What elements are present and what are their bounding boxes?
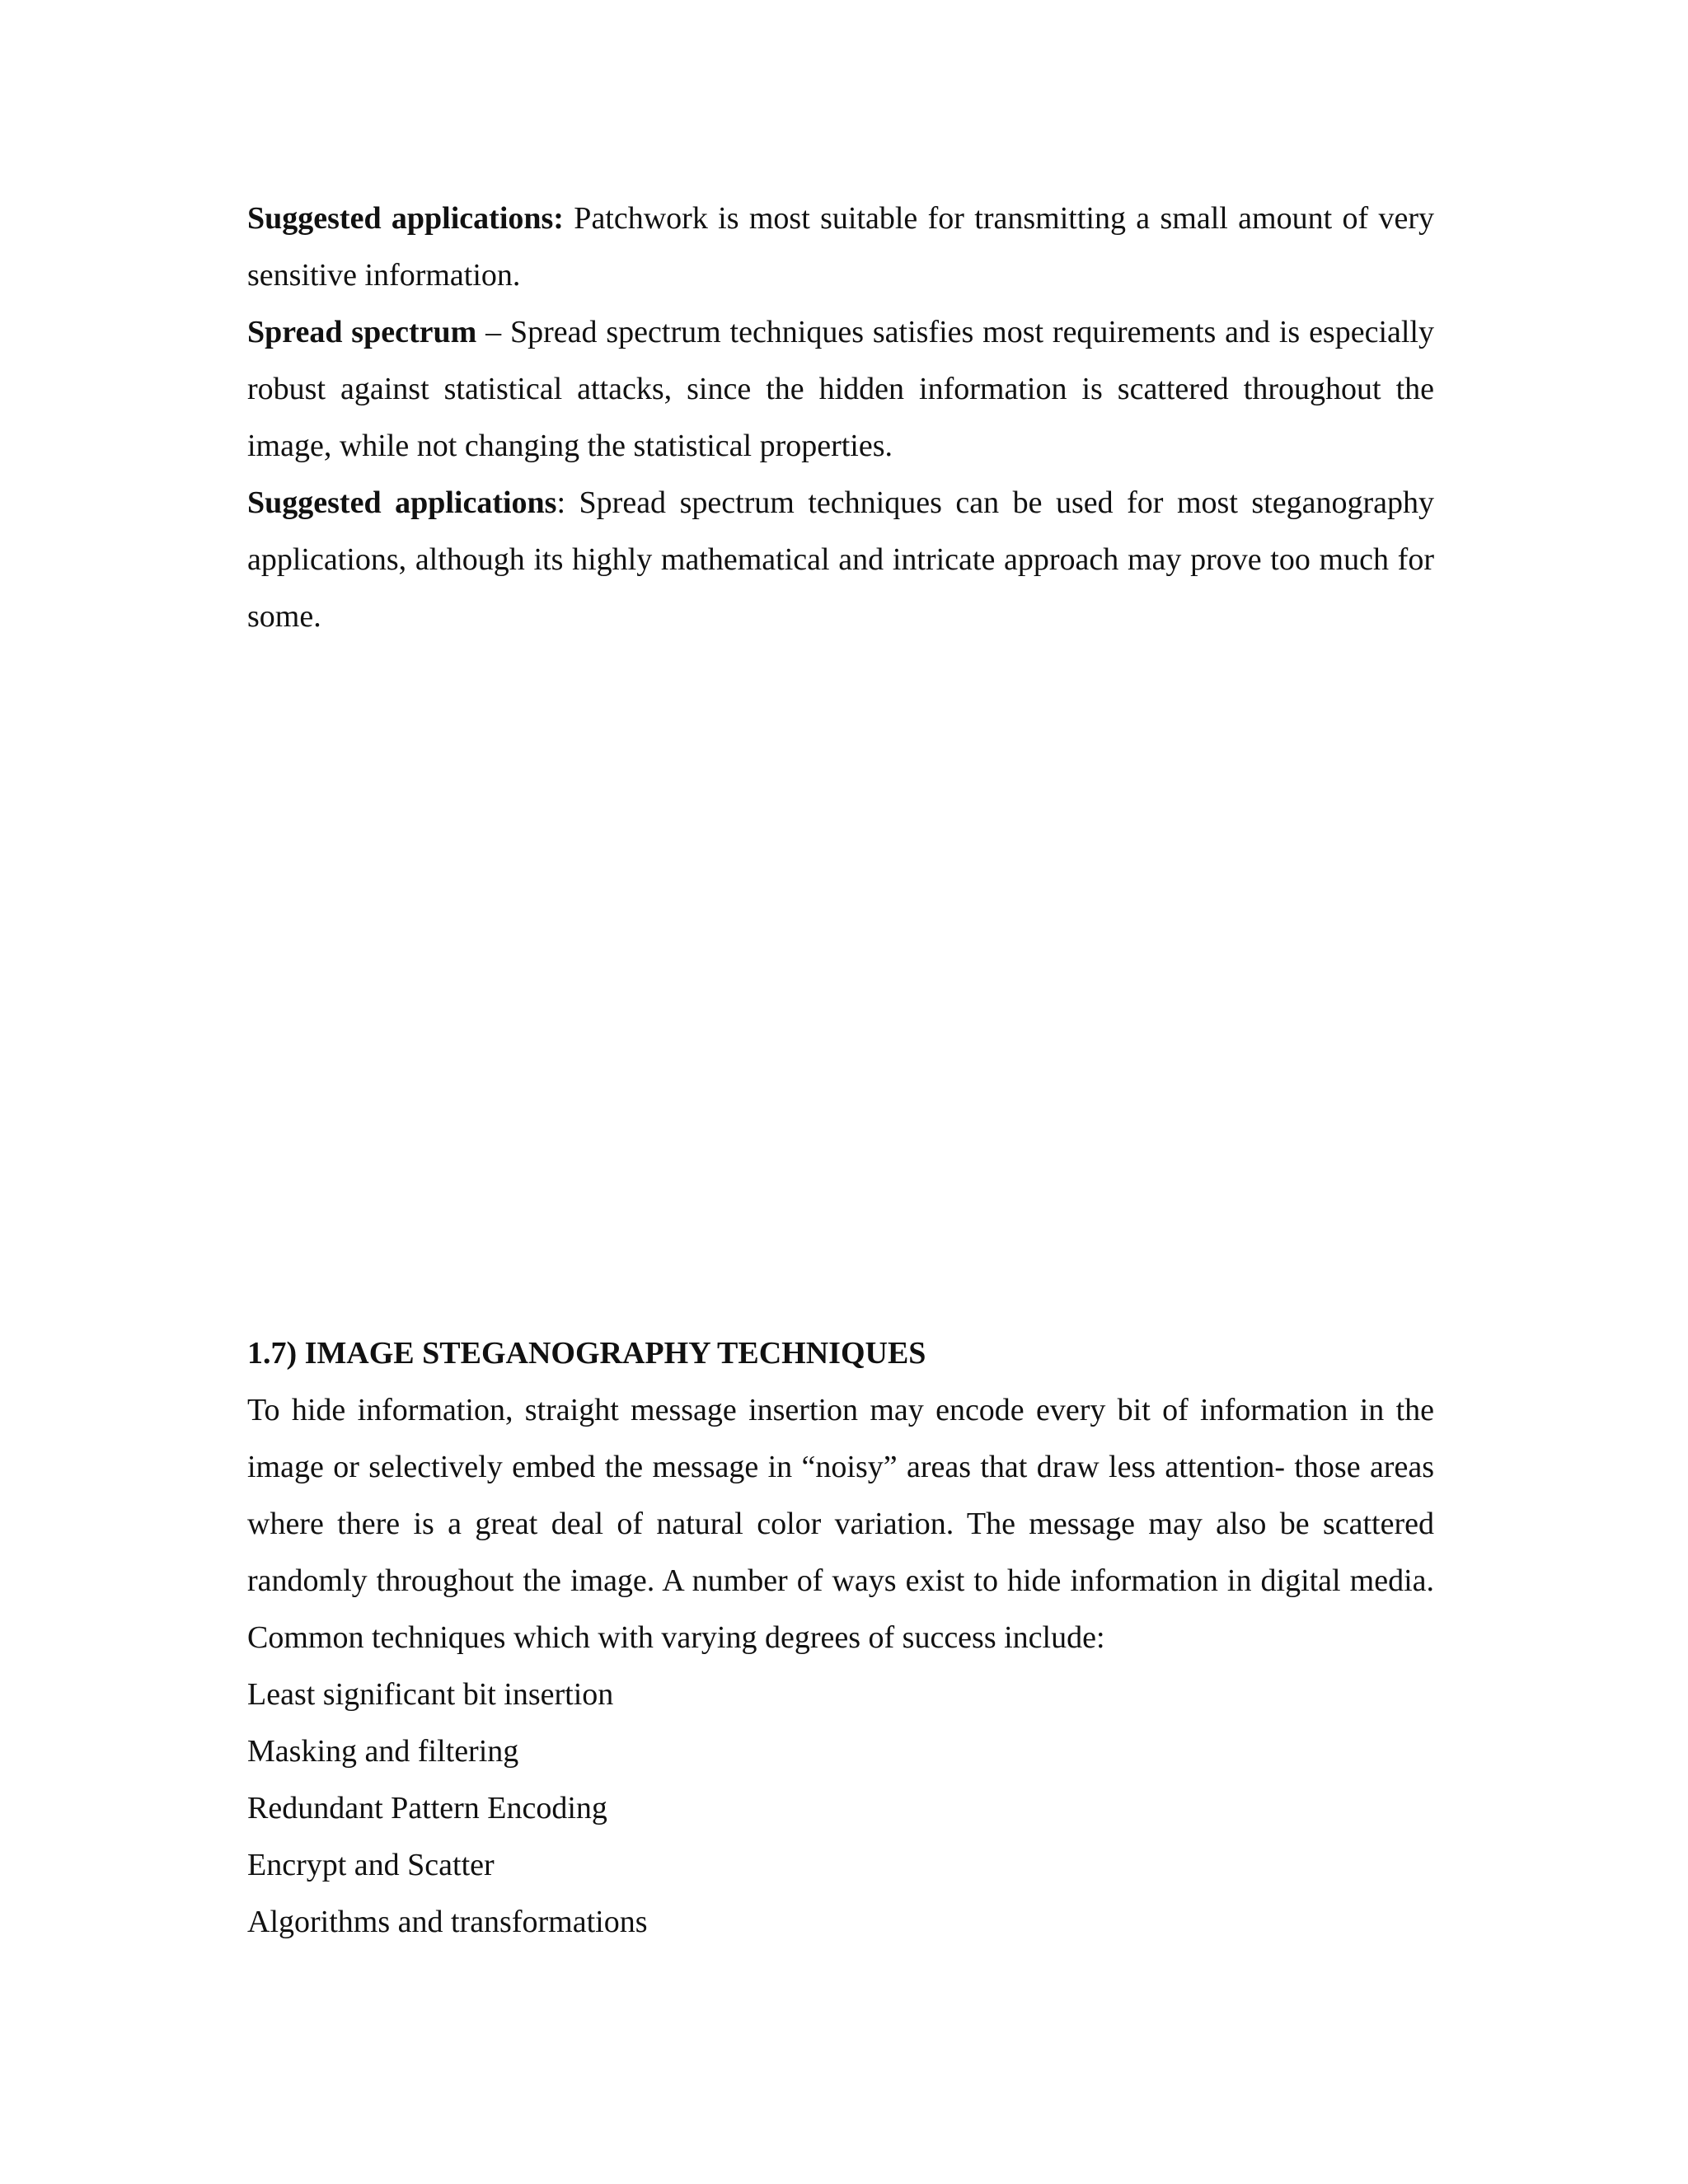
spread-spectrum-paragraph <box>247 304 1434 475</box>
technique-item: Algorithms and transformations <box>247 1905 648 1939</box>
technique-item: Least significant bit insertion <box>247 1677 614 1712</box>
section-heading: 1.7) IMAGE STEGANOGRAPHY TECHNIQUES <box>247 1336 926 1371</box>
spread-spectrum-applications-paragraph <box>247 475 1434 645</box>
technique-item: Redundant Pattern Encoding <box>247 1791 607 1825</box>
patchwork-applications-paragraph <box>247 190 1434 304</box>
spread-spectrum-applications-lead: Suggested applications <box>247 485 557 520</box>
image-steganography-techniques-section <box>247 1325 1434 1951</box>
techniques-intro-paragraph: To hide information, straight message insertion may encode every bit of information in the image or selectively embed the message in “noisy” areas that draw less attention- those areas where there is a great deal of natural color variation. The message may also be scattered randomly throughout the image. A number of ways exist to hide information in digital media. Common techniques which with varying degrees of success include: <box>247 1393 1434 1655</box>
spread-spectrum-lead: Spread spectrum <box>247 315 477 349</box>
patchwork-applications-lead: Suggested applications: <box>247 201 564 236</box>
techniques-list <box>247 1666 1434 1951</box>
technique-item: Encrypt and Scatter <box>247 1848 495 1882</box>
patchwork-applications-text: Patchwork is most suitable for transmitting a small amount of very sensitive information. <box>247 201 1434 293</box>
steganography-applications-section <box>247 190 1434 645</box>
technique-item: Masking and filtering <box>247 1734 519 1769</box>
spread-spectrum-applications-text: : Spread spectrum techniques can be used for most steganography applications, although its highly mathematical and intricate approach may prove too much for some. <box>247 485 1434 634</box>
spread-spectrum-text: – Spread spectrum techniques satisfies most requirements and is especially robust against statistical attacks, since the hidden information is scattered throughout the image, while not changing the statistical properties. <box>247 315 1434 463</box>
